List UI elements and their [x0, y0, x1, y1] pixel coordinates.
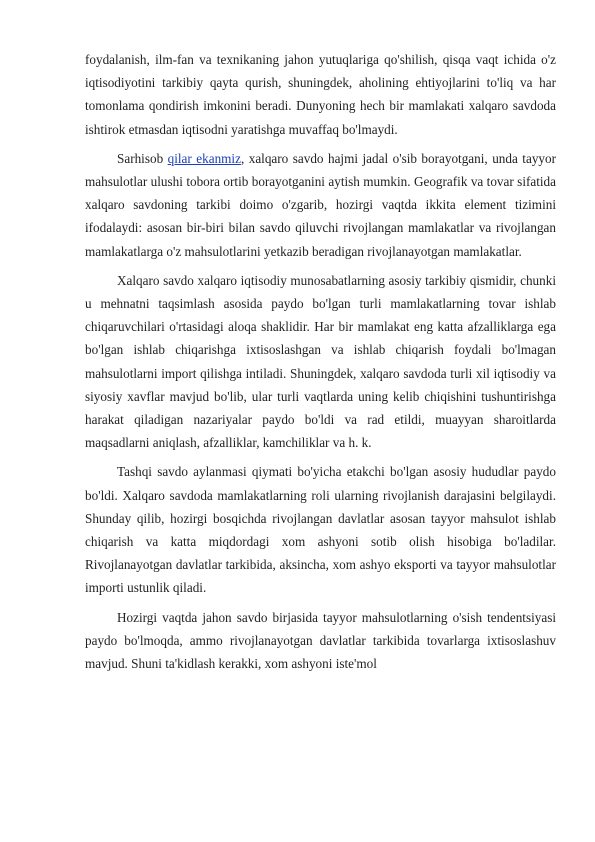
- document-page: [85, 48, 556, 681]
- paragraph-2-lead: Sarhisob: [117, 150, 168, 166]
- inline-link-qilar-ekanmiz[interactable]: qilar ekanmiz: [167, 150, 241, 166]
- paragraph-4: Tashqi savdo aylanmasi qiymati bo'yicha etakchi bo'lgan asosiy hududlar paydo bo'ldi. Xalqaro savdoda mamlakatlarning roli ularning rivojlanish darajasini belgilaydi. Shunday qilib, hozirgi bosqichda rivojlangan davlatlar asosan tayyor mahsulot ishlab chiqarish va katta miqdordagi xom ashyoni sotib olish hisobiga bo'ladilar. Rivojlanayotgan davlatlar tarkibida, aksincha, xom ashyo eksporti va tayyor mahsulotlar importi ustunlik qiladi.: [85, 464, 556, 596]
- paragraph-1: foydalanish, ilm-fan va texnikaning jahon yutuqlariga qo'shilish, qisqa vaqt ichida o'z iqtisodiyotini tarkibiy qayta qurish, shuningdek, aholining ehtiyojlarini to'liq va har tomonlama qondirish imkonini beradi. Dunyoning hech bir mamlakati xalqaro savdoda ishtirok etmasdan iqtisodni yaratishga muvaffaq bo'lmaydi.: [85, 52, 556, 137]
- paragraph-2: [85, 147, 556, 263]
- paragraph-2-rest: , xalqaro savdo hajmi jadal o'sib borayotgani, unda tayyor mahsulotlar ulushi tobora ortib borayotganini aytish mumkin. Geografik va tovar sifatida xalqaro savdoning tarkibi doimo o'zgarib, hozirgi vaqtda ikkita element tizimini ifodalaydi: asosan bir-biri bilan savdo qiluvchi rivojlangan mamlakatlar va rivojlangan mamlakatlarga o'z mahsulotlarini yetkazib beradigan rivojlanayotgan mamlakatlar.: [85, 150, 556, 259]
- paragraph-5: Hozirgi vaqtda jahon savdo birjasida tayyor mahsulotlarning o'sish tendentsiyasi paydo bo'lmoqda, ammo rivojlanayotgan davlatlar tarkibida tovarlarga ixtisoslashuv mavjud. Shuni ta'kidlash kerakki, xom ashyoni iste'mol: [85, 609, 556, 672]
- paragraph-3: Xalqaro savdo xalqaro iqtisodiy munosabatlarning asosiy tarkibiy qismidir, chunki u mehnatni taqsimlash asosida paydo bo'lgan turli mamlakatlarning tovar ishlab chiqaruvchilari o'rtasidagi aloqa shaklidir. Har bir mamlakat eng katta afzalliklarga ega bo'lgan ishlab chiqarishga ixtisoslashgan va ishlab chiqarish foydali bo'lmagan mahsulotlarni import qilishga intiladi. Shuningdek, xalqaro savdoda turli xil iqtisodiy va siyosiy xavflar mavjud bo'lib, ular turli vaqtlarda uning kelib chiqishini tushuntirishga harakat qiladigan nazariyalar paydo bo'ldi va rad etildi, muayyan sharoitlarda maqsadlarni aniqlash, afzalliklar, kamchiliklar va h. k.: [85, 272, 556, 451]
